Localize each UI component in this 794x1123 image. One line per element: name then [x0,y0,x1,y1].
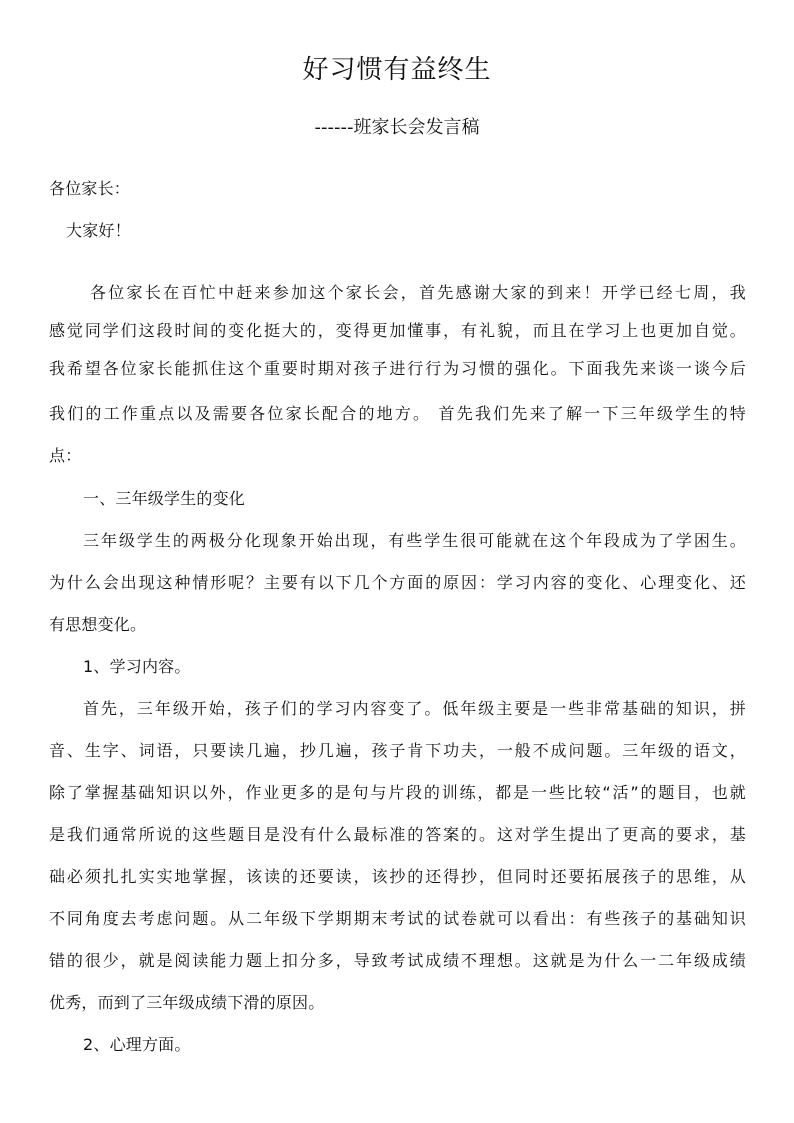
document-title: 好习惯有益终生 [302,55,492,85]
paragraph-line: 除了掌握基础知识以外，作业更多的是句与片段的训练，都是一些比较“活”的题目，也就 [49,783,746,802]
paragraph-line: 首先，三年级开始，孩子们的学习内容变了。低年级主要是一些非常基础的知识，拼 [83,699,746,718]
paragraph-line: 感觉同学们这段时间的变化挺大的，变得更加懂事，有礼貌，而且在学习上也更加自觉。 [49,321,746,340]
paragraph-line: 有思想变化。 [49,615,147,634]
paragraph-line: 各位家长在百忙中赶来参加这个家长会，首先感谢大家的到来！开学已经七周，我 [90,283,746,302]
paragraph-line: 优秀，而到了三年级成绩下滑的原因。 [49,993,325,1012]
paragraph-line: 三年级学生的两极分化现象开始出现，有些学生很可能就在这个年段成为了学困生。 [83,531,746,550]
paragraph-line: 错的很少，就是阅读能力题上扣分多，导致考试成绩不理想。这就是为什么一二年级成绩 [49,951,746,970]
salutation: 各位家长： [49,179,131,198]
paragraph-line: 是我们通常所说的这些题目是没有什么最标准的答案的。这对学生提出了更高的要求，基 [49,825,746,844]
paragraph-line: 我们的工作重点以及需要各位家长配合的地方。 首先我们先来了解一下三年级学生的特 [49,404,746,423]
paragraph-line: 点： [49,446,82,465]
section-heading: 一、三年级学生的变化 [83,489,246,508]
subsection-heading: 2、心理方面。 [83,1035,191,1054]
greeting: 大家好！ [66,221,131,240]
paragraph-line: 为什么会出现这种情形呢？主要有以下几个方面的原因：学习内容的变化、心理变化、还 [49,573,746,592]
paragraph-line: 不同角度去考虑问题。从二年级下学期期末考试的试卷就可以看出：有些孩子的基础知识 [49,909,746,928]
paragraph-line: 音、生字、词语，只要读几遍，抄几遍，孩子肯下功夫，一般不成问题。三年级的语文， [49,741,746,760]
paragraph-line: 础必须扎扎实实地掌握，该读的还要读，该抄的还得抄，但同时还要拓展孩子的思维，从 [49,867,746,886]
paragraph-line: 我希望各位家长能抓住这个重要时期对孩子进行行为习惯的强化。下面我先来谈一谈今后 [49,359,746,378]
document-subtitle: ------班家长会发言稿 [314,117,480,138]
subsection-heading: 1、学习内容。 [83,657,191,676]
